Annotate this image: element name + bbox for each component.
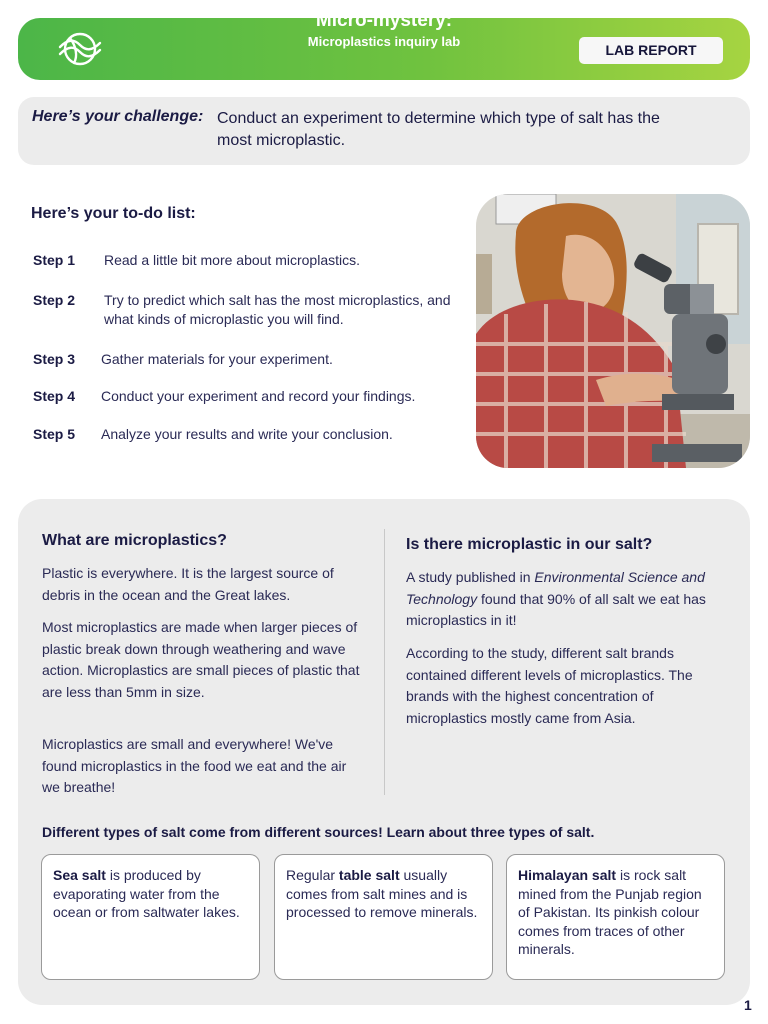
himalayan-salt-card (506, 854, 725, 980)
card-term: table salt (338, 867, 400, 883)
microplastics-paragraph-3: Microplastics are small and everywhere! We've found microplastics in the food we eat and the air we breathe! (42, 736, 347, 795)
sea-salt-card (41, 854, 260, 980)
column-divider (384, 529, 385, 795)
step-text: Read a little bit more about microplastics. (104, 252, 360, 268)
microplastics-heading: What are microplastics? (42, 532, 227, 549)
challenge-text: Conduct an experiment to determine which type of salt has the most microplastic. (217, 110, 660, 149)
salt-study-heading: Is there microplastic in our salt? (406, 536, 653, 553)
photo-illustration (476, 194, 750, 468)
study-text-end: found that 90% of all salt we eat has microplastics in it! (406, 590, 706, 628)
lab-report-badge: LAB REPORT (579, 37, 723, 64)
step-text: Analyze your results and write your conclusion. (101, 426, 393, 442)
step-text: Gather materials for your experiment. (101, 351, 333, 367)
step-label: Step 3 (33, 351, 76, 367)
step-label: Step 1 (33, 252, 76, 268)
page-number: 1 (744, 997, 752, 1013)
table-salt-card (274, 854, 493, 980)
challenge-box (18, 97, 750, 165)
salt-study-paragraph-1 (406, 567, 724, 632)
todo-heading: Here’s your to-do list: (31, 205, 196, 222)
page-subtitle: Microplastics inquiry lab (307, 34, 461, 49)
step-label: Step 4 (33, 388, 76, 404)
page-title: Micro-mystery: (315, 10, 453, 31)
card-term: Himalayan salt (518, 867, 617, 883)
header-titles (0, 9, 768, 50)
card-text-end: usually comes from salt mines and is processed to remove minerals. (286, 867, 478, 920)
microplastics-paragraph-2: Most microplastics are made when larger pieces of plastic break down through weathering and wave action. Microplastics are small pieces of plastic that are less than 5mm in size. (42, 619, 360, 700)
card-term: Sea salt (53, 867, 106, 883)
step-text: Try to predict which salt has the most microplastics, and what kinds of microplastic you will find. (104, 292, 451, 327)
challenge-lead: Here’s your challenge: (32, 108, 204, 125)
study-text-start: A study published in (406, 569, 535, 585)
step-text: Conduct your experiment and record your findings. (101, 388, 416, 404)
salt-study-paragraph-2: According to the study, different salt brands contained different levels of microplastics. The brands with the highest concentration of microplastics mostly came from Asia. (406, 645, 693, 726)
student-microscope-photo (476, 194, 750, 468)
salt-types-heading: Different types of salt come from different sources! Learn about three types of salt. (42, 824, 595, 840)
step-label: Step 2 (33, 292, 76, 308)
card-text-start: Regular (286, 867, 339, 883)
card-text-end: is rock salt mined from the Punjab region of Pakistan. Its pinkish colour comes from traces of other minerals. (518, 867, 702, 957)
journal-name: Environmental Science and Technology (406, 569, 705, 607)
info-panel (18, 499, 750, 1005)
card-text-end: is produced by evaporating water from the ocean or from saltwater lakes. (53, 867, 240, 920)
microplastics-paragraph-1: Plastic is everywhere. It is the largest source of debris in the ocean and the Great lakes. (42, 565, 334, 603)
step-label: Step 5 (33, 426, 76, 442)
